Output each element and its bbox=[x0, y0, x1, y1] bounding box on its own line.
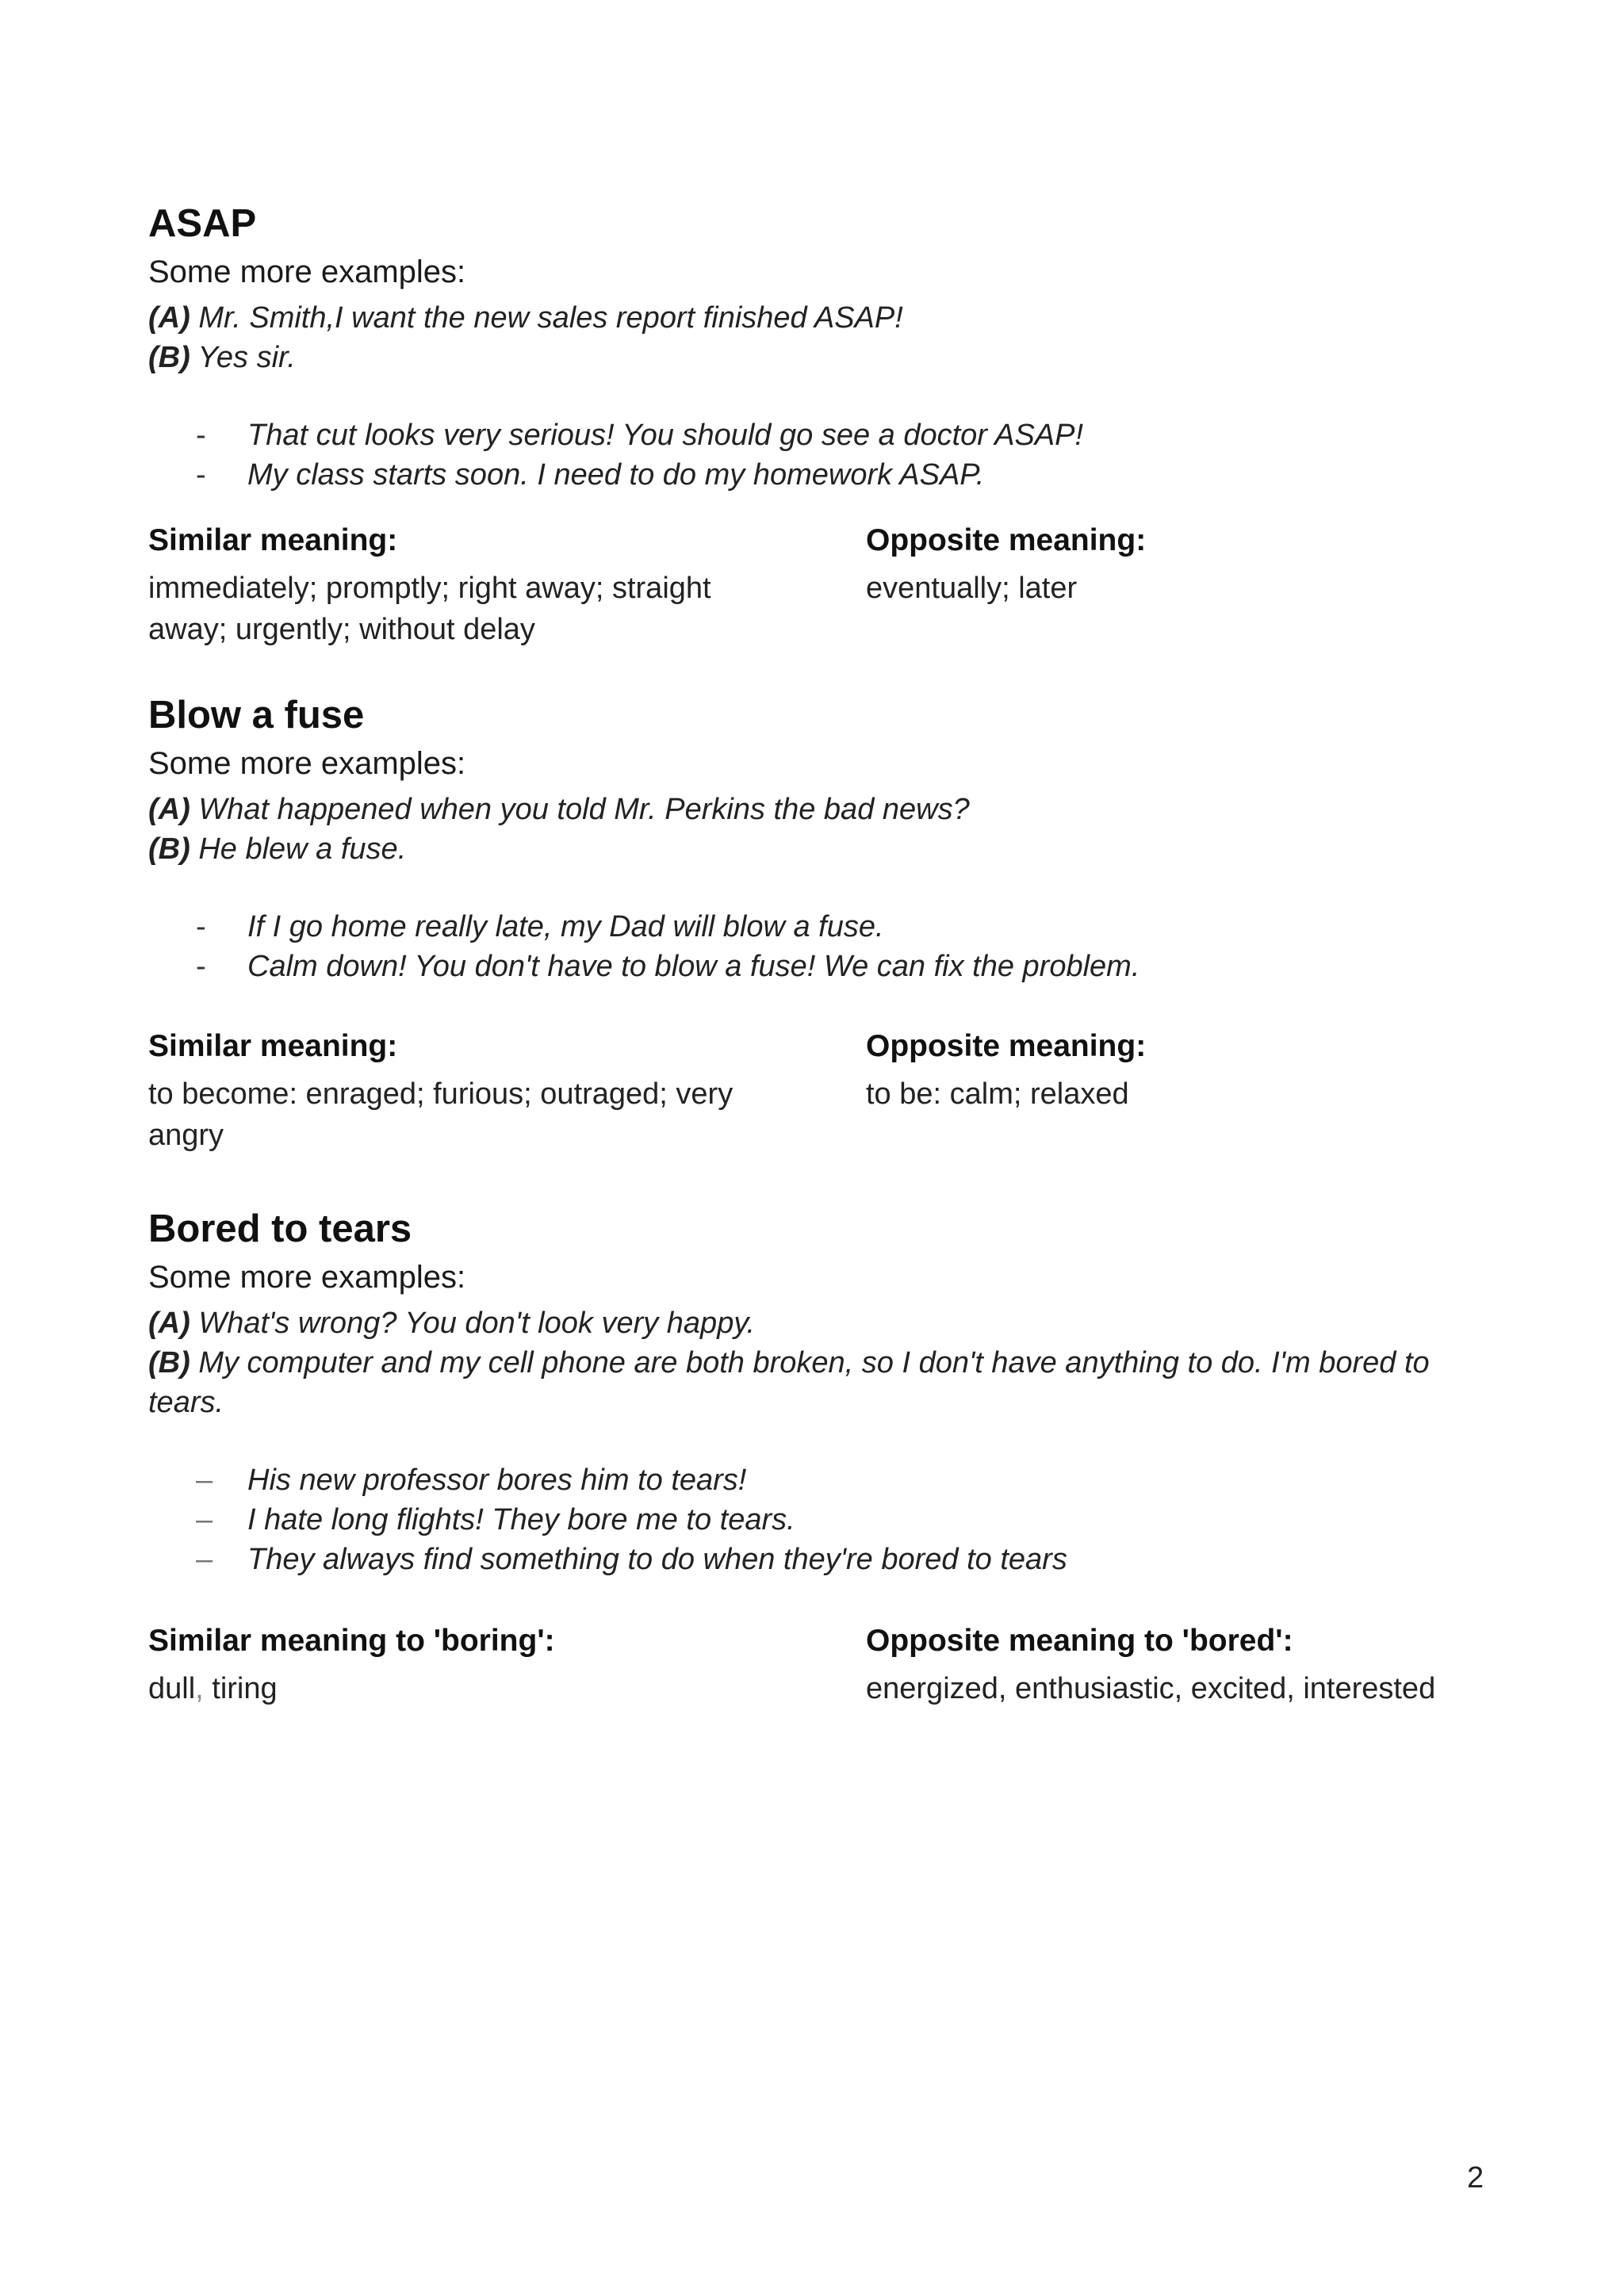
bullet-mark: - bbox=[196, 950, 206, 983]
bullet-mark: – bbox=[196, 1503, 213, 1536]
list-item bbox=[148, 1500, 1465, 1540]
examples-label: Some more examples: bbox=[148, 254, 466, 289]
opposite-label: Opposite meaning: bbox=[866, 523, 1147, 557]
speaker-label: (A) bbox=[148, 301, 190, 335]
opposite-meaning bbox=[866, 1026, 1453, 1156]
example-list bbox=[148, 907, 1465, 986]
list-item-text: They always find something to do when they're bored to tears bbox=[247, 1543, 1067, 1576]
similar-meaning bbox=[148, 1621, 866, 1709]
dialogue-line bbox=[148, 790, 1465, 829]
dialogue bbox=[148, 790, 1465, 869]
speaker-label: (A) bbox=[148, 793, 190, 826]
similar-label: Similar meaning to 'boring': bbox=[148, 1624, 555, 1658]
separator: , bbox=[195, 1672, 204, 1705]
section-title: Blow a fuse bbox=[148, 694, 365, 737]
meanings-row bbox=[148, 1026, 1465, 1156]
similar-meaning bbox=[148, 1026, 866, 1156]
list-item-text: If I go home really late, my Dad will blow a fuse. bbox=[247, 910, 884, 943]
similar-word: tiring bbox=[212, 1672, 278, 1705]
list-item bbox=[148, 907, 1465, 947]
meanings-row bbox=[148, 520, 1465, 650]
section-title: Bored to tears bbox=[148, 1207, 412, 1250]
opposite-text: energized, enthusiastic, excited, interested bbox=[866, 1672, 1436, 1705]
opposite-label: Opposite meaning to 'bored': bbox=[866, 1624, 1293, 1658]
dialogue-line bbox=[148, 338, 1465, 377]
bullet-mark: - bbox=[196, 458, 206, 492]
similar-word: dull bbox=[148, 1672, 196, 1705]
dialogue-line bbox=[148, 1343, 1465, 1422]
page-number: 2 bbox=[1467, 2161, 1484, 2195]
speaker-label: (B) bbox=[148, 832, 190, 866]
list-item bbox=[148, 1460, 1465, 1500]
speaker-label: (B) bbox=[148, 341, 190, 374]
example-list bbox=[148, 415, 1465, 495]
list-item bbox=[148, 947, 1465, 986]
similar-label: Similar meaning: bbox=[148, 1029, 398, 1063]
similar-label: Similar meaning: bbox=[148, 523, 398, 557]
list-item-text: I hate long flights! They bore me to tears. bbox=[247, 1503, 795, 1536]
opposite-text: eventually; later bbox=[866, 572, 1078, 605]
dialogue-text: Yes sir. bbox=[197, 341, 296, 374]
similar-meaning bbox=[148, 520, 866, 650]
section-blow-a-fuse bbox=[148, 691, 1465, 1156]
opposite-text: to be: calm; relaxed bbox=[866, 1077, 1129, 1111]
bullet-mark: - bbox=[196, 910, 206, 943]
dialogue-text: What happened when you told Mr. Perkins the bad news? bbox=[198, 793, 970, 826]
bullet-mark: – bbox=[196, 1543, 213, 1576]
dialogue bbox=[148, 1303, 1465, 1422]
list-item-text: That cut looks very serious! You should go see a doctor ASAP! bbox=[247, 419, 1084, 452]
dialogue-text: What's wrong? You don't look very happy. bbox=[198, 1307, 756, 1340]
dialogue-line bbox=[148, 829, 1465, 869]
meanings-row bbox=[148, 1621, 1465, 1709]
list-item-text: My class starts soon. I need to do my homework ASAP. bbox=[247, 458, 985, 492]
dialogue-text: My computer and my cell phone are both broken, so I don't have anything to do. I'm bored to tears. bbox=[148, 1346, 1430, 1419]
examples-label: Some more examples: bbox=[148, 746, 466, 781]
dialogue-text: Mr. Smith,I want the new sales report finished ASAP! bbox=[198, 301, 903, 335]
section-bored-to-tears bbox=[148, 1205, 1465, 1709]
opposite-label: Opposite meaning: bbox=[866, 1029, 1147, 1063]
example-list bbox=[148, 1460, 1465, 1579]
dialogue bbox=[148, 298, 1465, 377]
similar-text bbox=[148, 1668, 751, 1709]
dialogue-line bbox=[148, 298, 1465, 338]
list-item bbox=[148, 1540, 1465, 1579]
dialogue-line bbox=[148, 1303, 1465, 1343]
bullet-mark: - bbox=[196, 419, 206, 452]
dialogue-text: He blew a fuse. bbox=[198, 832, 407, 866]
examples-label: Some more examples: bbox=[148, 1260, 466, 1295]
speaker-label: (B) bbox=[148, 1346, 190, 1380]
list-item-text: Calm down! You don't have to blow a fuse! We can fix the problem. bbox=[247, 950, 1140, 983]
list-item-text: His new professor bores him to tears! bbox=[247, 1464, 747, 1497]
bullet-mark: – bbox=[196, 1464, 213, 1497]
list-item bbox=[148, 415, 1465, 455]
similar-text: to become: enraged; furious; outraged; very angry bbox=[148, 1077, 733, 1152]
speaker-label: (A) bbox=[148, 1307, 190, 1340]
opposite-meaning bbox=[866, 1621, 1453, 1709]
section-asap bbox=[148, 200, 1465, 650]
similar-text: immediately; promptly; right away; straight away; urgently; without delay bbox=[148, 572, 711, 646]
opposite-meaning bbox=[866, 520, 1453, 650]
list-item bbox=[148, 455, 1465, 495]
section-title: ASAP bbox=[148, 202, 257, 245]
